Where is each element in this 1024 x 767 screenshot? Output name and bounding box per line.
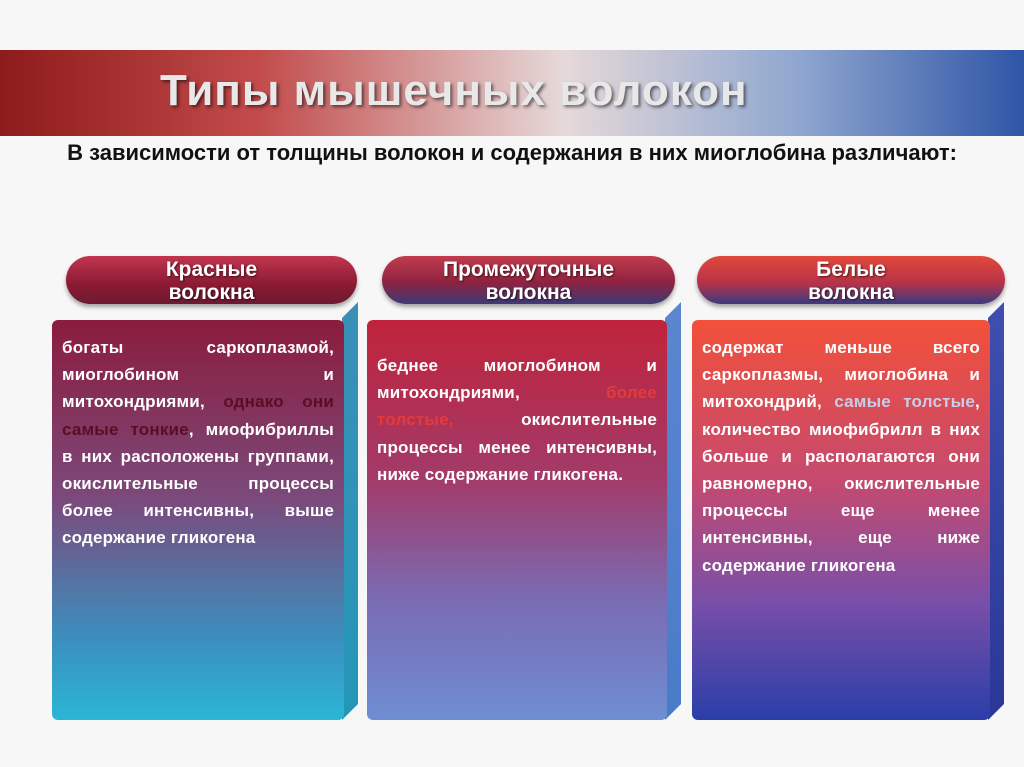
column-text-white: содержат меньше всего саркоплазмы, миоглобина и митохондрий, самые толстые, количество миофибрилл в них больше и располагаются они равномерно, окислительные процессы еще менее интенсивны, еще ниже содержание гликогена <box>702 338 980 575</box>
column-header-intermediate: Промежуточные волокна <box>382 256 675 304</box>
box-side-white <box>988 302 1004 720</box>
column-box-intermediate <box>367 320 667 720</box>
page-subtitle: В зависимости от толщины волокон и содержания в них миоглобина различают: <box>67 140 957 165</box>
box-side-intermediate <box>665 302 681 720</box>
highlight-red: однако они самые тонкие <box>62 392 334 439</box>
column-box-white <box>692 320 990 720</box>
box-side-red <box>342 302 358 720</box>
page-title: Типы мышечных волокон <box>160 66 748 115</box>
column-header-white: Белые волокна <box>697 256 1005 304</box>
column-header-red: Красные волокна <box>66 256 357 304</box>
highlight-white: самые толстые <box>834 392 976 412</box>
column-box-red <box>52 320 344 720</box>
highlight-intermediate: более толстые, <box>377 383 657 430</box>
column-text-red: богаты саркоплазмой, миоглобином и митохондриями, однако они самые тонкие, миофибриллы в них расположены группами, окислительные процессы более интенсивны, выше содержание гликогена <box>62 338 334 548</box>
column-text-intermediate: беднее миоглобином и митохондриями, более толстые, окислительные процессы менее интенсивны, ниже содержание гликогена. <box>377 356 657 484</box>
